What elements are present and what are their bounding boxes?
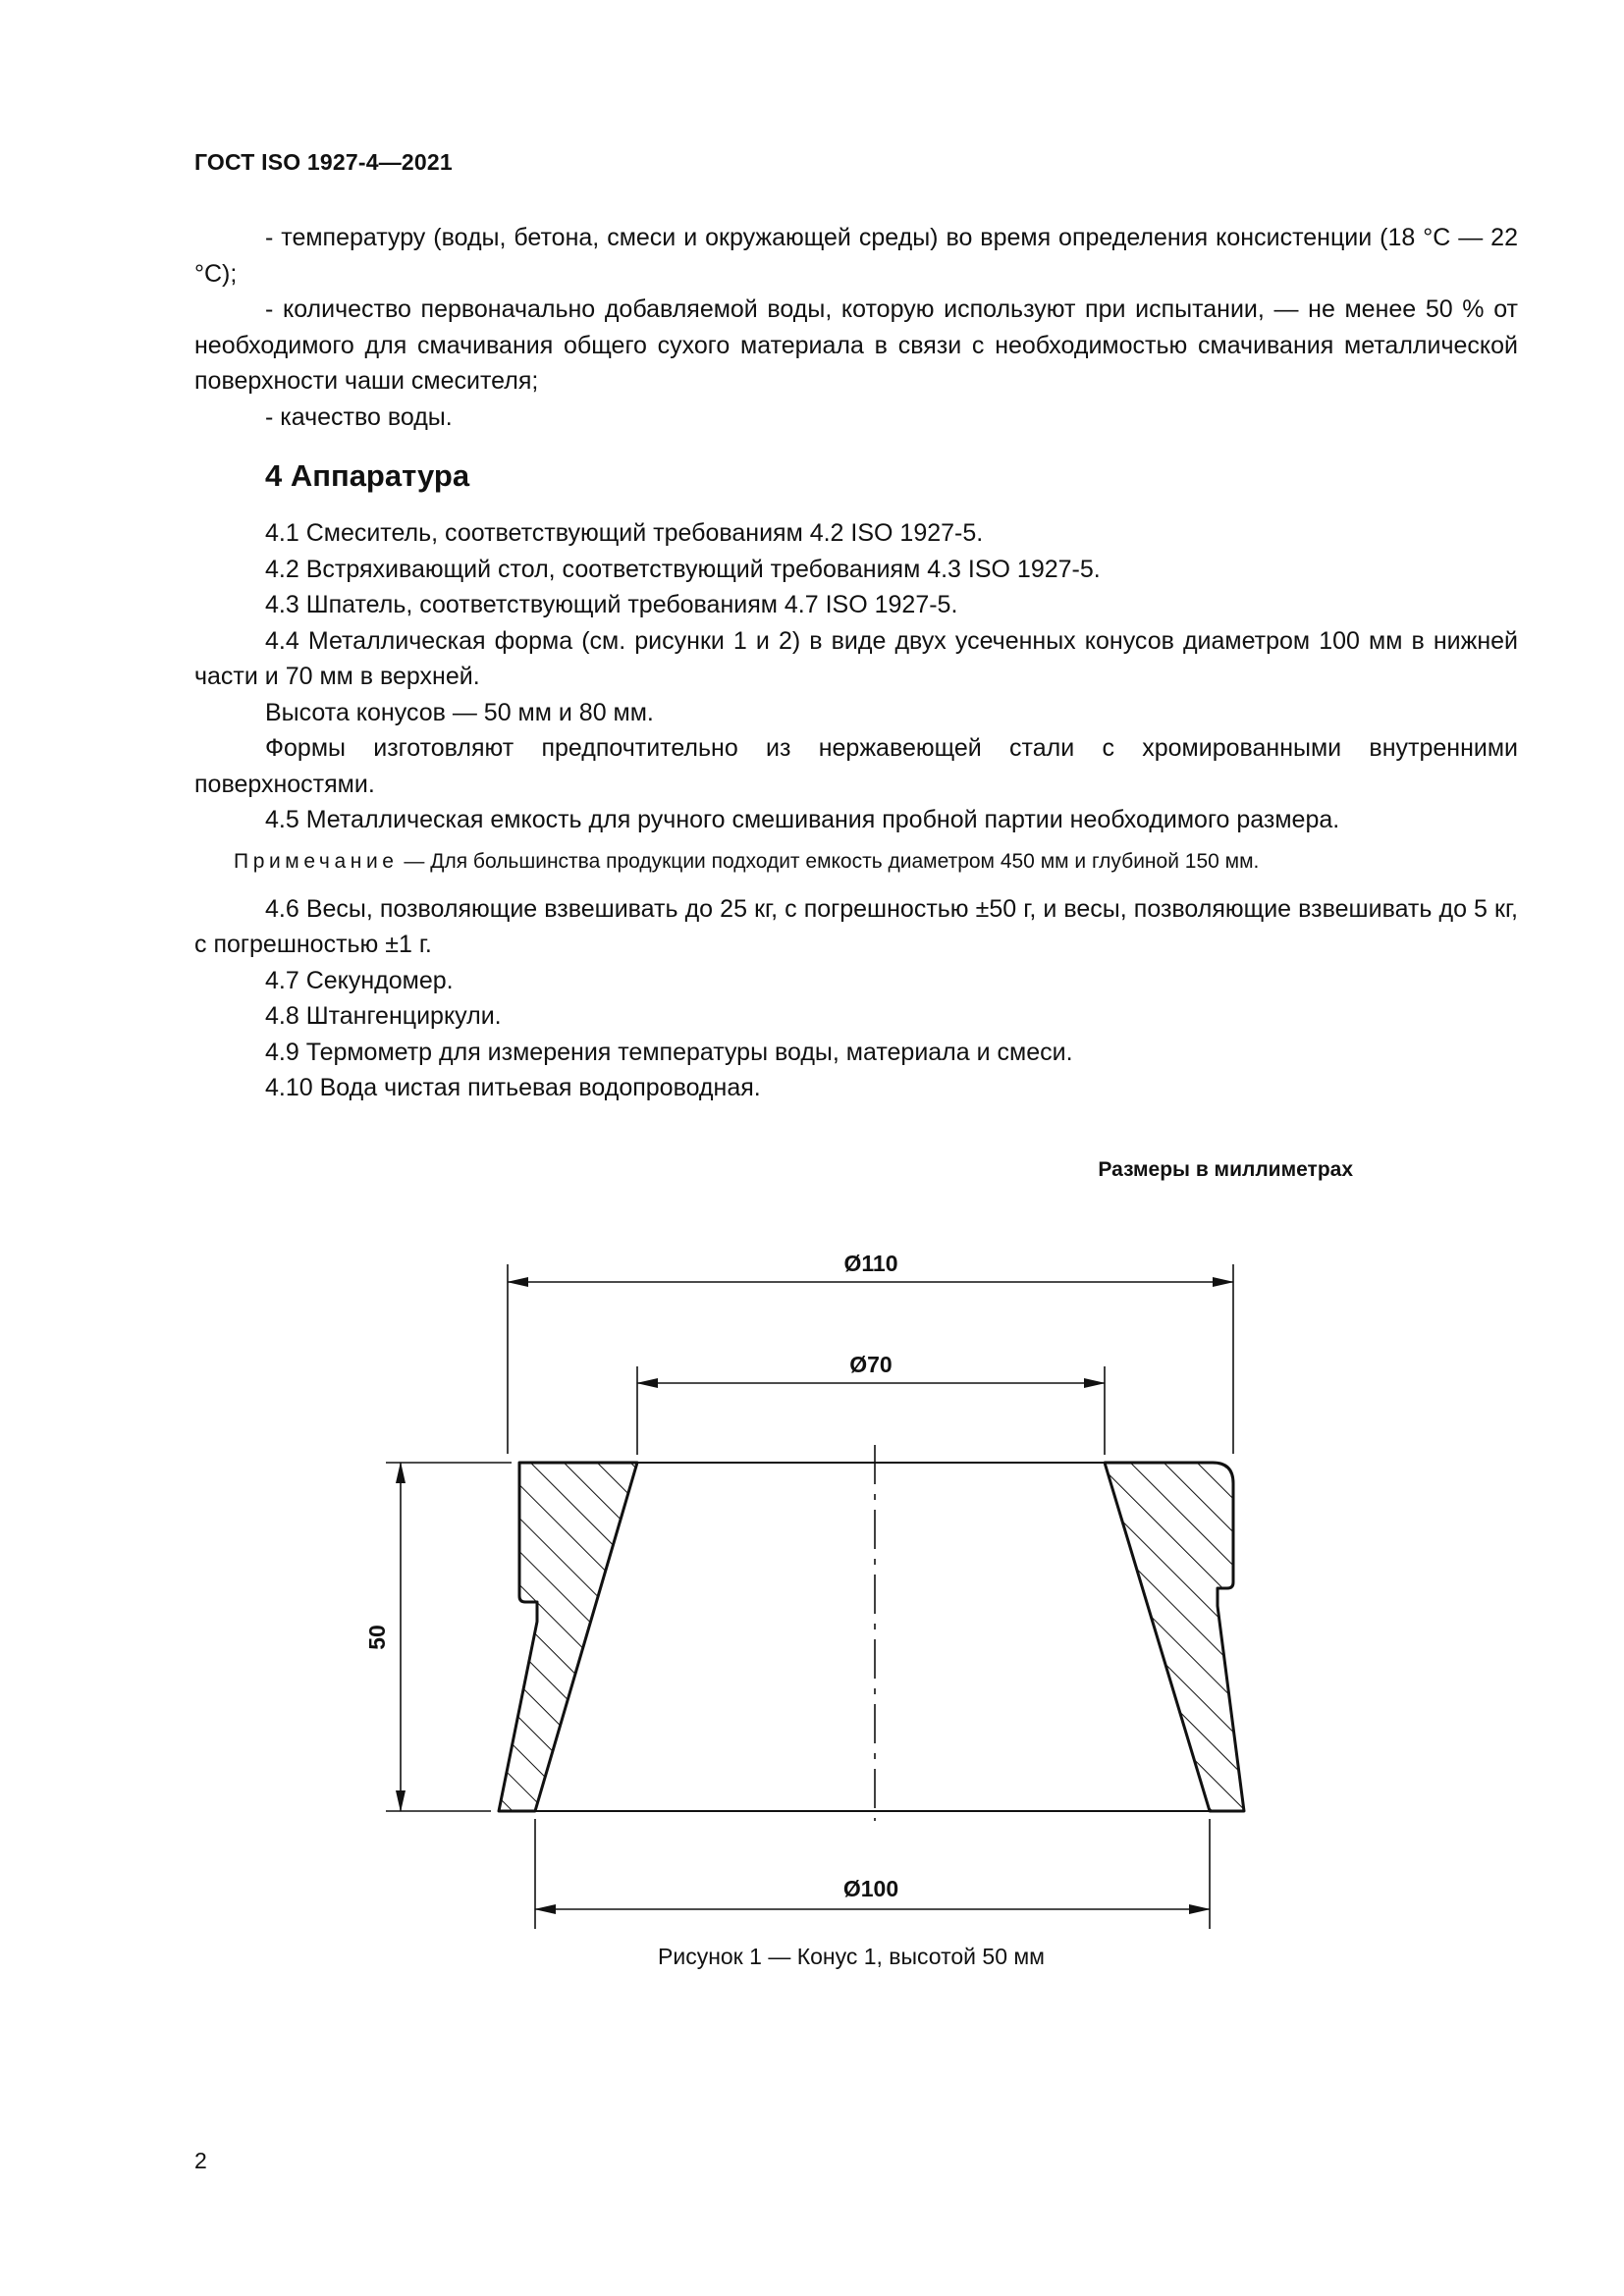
note-label: Примечание (234, 849, 399, 873)
clause-4-9: 4.9 Термометр для измерения температуры воды, материала и смеси. (265, 1038, 1073, 1066)
section-heading: 4 Аппаратура (265, 458, 470, 493)
clause-4-2: 4.2 Встряхивающий стол, соответствующий требованиям 4.3 ISO 1927-5. (265, 555, 1101, 583)
clause-4-5: 4.5 Металлическая емкость для ручного смешивания пробной партии необходимого размера. (265, 806, 1340, 833)
clause-4-1: 4.1 Смеситель, соответствующий требованиям 4.2 ISO 1927-5. (265, 519, 984, 547)
list-item: - температуру (воды, бетона, смеси и окружающей среды) во время определения консистенции (18 °С — 22 °С); (194, 224, 1518, 288)
dimension-label-top-inner: Ø70 (849, 1352, 893, 1377)
figure-caption: Рисунок 1 — Конус 1, высотой 50 мм (658, 1944, 1045, 1969)
right-wall-section (1105, 1463, 1244, 1811)
clause-4-4-height: Высота конусов — 50 мм и 80 мм. (265, 698, 654, 726)
clause-4-7: 4.7 Секундомер. (265, 966, 454, 994)
dimension-label-top-outer: Ø110 (843, 1251, 898, 1276)
dimension-label-bottom: Ø100 (842, 1876, 899, 1901)
clause-4-6: 4.6 Весы, позволяющие взвешивать до 25 кг, с погрешностью ±50 г, и весы, позволяющие взвешивать до 5 кг, с погрешностью ±1 г. (194, 894, 1518, 958)
left-wall-section (499, 1463, 637, 1811)
dimension-label-height: 50 (364, 1625, 390, 1650)
clause-4-10: 4.10 Вода чистая питьевая водопроводная. (265, 1074, 761, 1101)
note-text: — Для большинства продукции подходит емкость диаметром 450 мм и глубиной 150 мм. (404, 849, 1260, 873)
units-note: Размеры в миллиметрах (1098, 1158, 1353, 1181)
clause-4-4: 4.4 Металлическая форма (см. рисунки 1 и 2) в виде двух усеченных конусов диаметром 100 мм в нижней части и 70 мм в верхней. (194, 626, 1518, 690)
clause-4-4-material: Формы изготовляют предпочтительно из нержавеющей стали с хромированными внутренними поверхностями. (194, 734, 1518, 798)
document-header: ГОСТ ISO 1927-4—2021 (194, 149, 453, 175)
list-item: - качество воды. (265, 402, 453, 431)
clause-4-3: 4.3 Шпатель, соответствующий требованиям 4.7 ISO 1927-5. (265, 591, 958, 618)
clause-4-8: 4.8 Штангенциркули. (265, 1002, 502, 1030)
list-item: - количество первоначально добавляемой воды, которую используют при испытании, — не менее 50 % от необходимого для смачивания общего сухого материала в связи с необходимостью смачивания металлической поверхности чаши смесителя; (194, 295, 1518, 395)
page-number: 2 (194, 2148, 207, 2173)
